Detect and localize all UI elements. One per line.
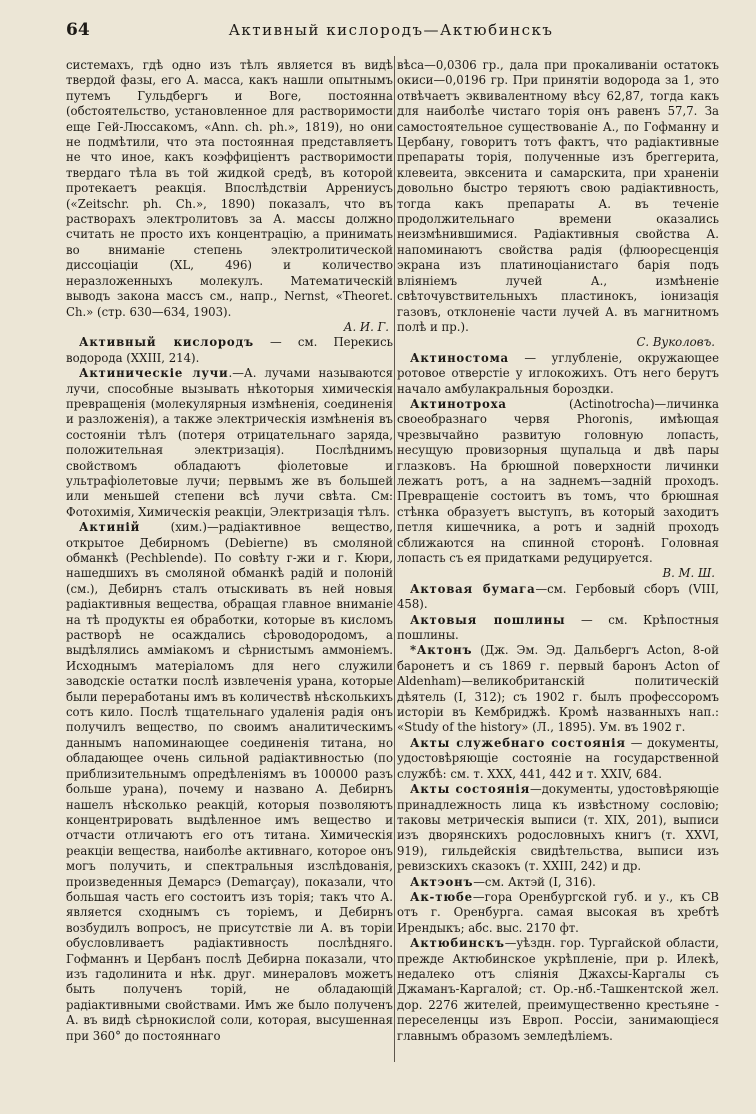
article-text: (Дж. Эм. Эд. Дальбергъ Acton, 8-ой баронетъ и съ 1869 г. первый баронъ Acton of Aldenham)—великобританскій политическій дѣятель (I, 312); съ 1902 г. былъ профессоромъ исторіи въ Кембриджѣ. Кромѣ названныхъ нап.: «Study of the history» (Л., 1895). Ум. въ 1902 г. <box>397 643 719 735</box>
page-number: 64 <box>66 20 90 40</box>
article-headword: Актюбинскъ <box>410 936 505 951</box>
article-headword: Актиностома <box>410 350 509 365</box>
author-signature: В. М. Ш. <box>662 566 715 581</box>
article-headword: Актиническіе лучи <box>79 366 229 381</box>
right-column <box>397 58 719 1044</box>
article-text: .—А. лучами называются лучи, способные вызывать нѣкоторыя химическія превращенія (молекулярныя измѣненія, соединенія и разложенія), а также электрическія измѣненія въ состояніи тѣлъ (потеря отрицательнаго заряда, положительная электризація). Послѣднимъ свойствомъ обладаютъ фіолетовые и ультрафіолетовые лучи; первымъ же въ большей или меньшей степени всѣ лучи свѣта. См: Фотохимія, Химическія реакціи, Электризація тѣлъ. <box>66 366 393 519</box>
article-entry <box>397 58 719 335</box>
article-headword: Акты служебнаго состоянія <box>410 735 626 750</box>
article-entry <box>397 936 719 1044</box>
article-headword: Ак-тюбе <box>410 889 473 904</box>
article-text: — документы, удостовѣряющіе состояніе на государственной службѣ: см. т. XXX, 441, 442 и т. XXIV, 684. <box>397 735 719 781</box>
article-text: — см. Перекись водорода (XXIII, 214). <box>66 335 393 365</box>
article-entry <box>397 736 719 782</box>
article-text: —уѣздн. гор. Тургайской области, прежде Актюбинское укрѣпленіе, при р. Илекѣ, недалеко отъ слiянія Джахсы-Каргалы съ Джаманъ-Каргалой; ст. Ор.-нб.-Ташкентской жел. дор. 2276 жителей, преимущественно крестьяне - переселенцы изъ Европ. Россіи, занимающіеся главнымъ образомъ земледѣліемъ. <box>397 936 719 1043</box>
article-headword: *Актонъ <box>410 643 473 658</box>
article-text: —гора Оренбургской губ. и у., къ СВ отъ г. Оренбурга. самая высокая въ хребтѣ Ирендыкъ; абс. выс. 2170 фт. <box>397 889 719 935</box>
article-headword: Активный кислородъ <box>79 335 254 350</box>
article-text: — см. Крѣпостныя пошлины. <box>397 612 719 643</box>
running-title: Активный кислородъ—Актюбинскъ <box>228 21 554 39</box>
article-headword: Акты состоянія <box>410 782 531 797</box>
left-column <box>66 58 393 1044</box>
article-entry <box>66 520 393 1044</box>
article-text: (хим.)—радіактивное вещество, открытое Дебирномъ (Debierne) въ смоляной обманкѣ (Pechblende). По совѣту г-жи и г. Кюри, нашедшихъ въ смоляной обманкѣ радій и полоній (см.), Дебирнъ сталъ отыскивать въ ней новыя радіактивныя вещества, обращая главное вниманіе на тѣ продукты ея обработки, которые въ кисломъ растворѣ не осаждались сѣроводородомъ, а выдѣлялись амміакомъ и сѣрнистымъ аммоніемъ. Исходнымъ матеріаломъ для него служили заводскіе остатки послѣ извлеченія урана, которые были переработаны имъ въ количествѣ нѣсколькихъ сотъ кило. Послѣ тщательнаго удаленія радія онъ получилъ вещество, по своимъ аналитическимъ даннымъ напоминающее соединенія титана, но обладающее очень сильной радіактивностью (по приблизительнымъ опредѣленіямъ въ 100000 разъ больше урана), почему и названо А. Дебирнъ нашелъ нѣсколько реакцій, которыя позволяютъ концентрировать выдѣленное имъ вещество и отчасти отличаютъ его отъ титана. Химическія реакціи вещества, наиболѣе активнаго, которое онъ могъ получить, и спектральныя изслѣдованія, произведенныя Демарсэ (Demarçay), показали, что большая часть его состоитъ изъ торія; такъ что А. является сходнымъ съ торіемъ, и Дебирнъ возбудилъ вопросъ, не присутствіе ли А. въ торіи обусловливаетъ радіактивность послѣдняго. Гофманнъ и Цербанъ послѣ Дебирна показали, что изъ гадолинита и нѣк. друг. минераловъ можетъ быть полученъ торій, не обладающій радіактивными свойствами. Имъ же было полученъ А. въ видѣ сѣрнокислой соли, которая, высушенная при 360° до постояннаго <box>66 520 393 1043</box>
article-entry <box>397 890 719 936</box>
article-entry <box>397 782 719 874</box>
article-headword: Актэонъ <box>410 874 474 889</box>
article-headword: Актовая бумага <box>410 581 536 596</box>
article-headword: Актиній <box>79 520 141 535</box>
article-entry <box>397 613 719 644</box>
article-text: (Actinotrocha)—личинка своеобразнаго червя Phoronis, имѣющая чрезвычайно развитую головную лопасть, несущую провизорныя щупальца и двѣ пары глазковъ. На брюшной поверхности личинки лежатъ ротъ, а на заднемъ—задній проходъ. Превращеніе состоитъ въ томъ, что брюшная стѣнка образуетъ выступъ, въ который заходитъ петля кишечника, а ротъ и задній проходъ сближаются на спинной сторонѣ. Головная лопасть съ ея придатками редуцируется. <box>397 396 719 565</box>
page-header <box>66 20 716 44</box>
author-signature: А. И. Г. <box>343 319 389 334</box>
author-signature: С. Вуколовъ. <box>636 335 715 350</box>
article-entry <box>397 643 719 735</box>
article-entry <box>397 351 719 397</box>
article-entry <box>397 875 719 890</box>
column-divider <box>394 56 395 1062</box>
article-text: — углубленіе, окружающее ротовое отверстіе у иглокожихъ. Отъ него берутъ начало амбулакральныя бороздки. <box>397 350 719 396</box>
article-entry <box>66 366 393 520</box>
article-text: —документы, удостовѣряющіе принадлежность лица къ извѣстному сословію; таковы метрическія выписи (т. XIX, 201), выписи изъ дворянскихъ родословныхъ книгъ (т. XXVI, 919), гильдейскія свидѣтельства, выписи изъ ревизскихъ сказокъ (т. XXIII, 242) и др. <box>397 782 720 874</box>
article-entry <box>397 397 719 566</box>
article-entry <box>66 335 393 366</box>
article-text: вѣса—0,0306 гр., дала при прокаливаніи остатокъ окиси—0,0196 гр. При принятіи водорода за 1, это отвѣчаетъ эквивалентному вѣсу 62,87, тогда какъ для наиболѣе чистаго торія онъ равенъ 57,7. За самостоятельное существованіе А., по Гофманну и Цербану, говоритъ тотъ фактъ, что радіактивные препараты торія, полученные изъ бреггерита, клевеита, эвксенита и самарскита, при храненіи довольно быстро теряютъ свою радіактивность, тогда какъ препараты А. въ теченіе продолжительнаго времени оказались неизмѣнившимися. Радіактивныя свойства А. напоминаютъ свойства радія (флюоресценція экрана изъ платиноціанистаго барія подъ вліяніемъ лучей А., измѣненіе свѣточувствительныхъ пластинокъ, іонизація газовъ, отклоненіе части лучей А. въ магнитномъ полѣ и пр.). <box>397 58 719 334</box>
article-entry <box>397 582 719 613</box>
article-headword: Актинотроха <box>410 396 507 411</box>
article-text: —см. Актэй (I, 316). <box>473 874 596 889</box>
article-entry <box>66 58 393 320</box>
article-headword: Актовыя пошлины <box>410 612 566 627</box>
article-text: —см. Гербовый сборъ (VIII, 458). <box>397 581 719 612</box>
article-text: системахъ, гдѣ одно изъ тѣлъ является въ видѣ твердой фазы, его А. масса, какъ нашли опытнымъ путемъ Гульдбергъ и Воге, постоянна (обстоятельство, установленное для растворимости еще Гей-Люссакомъ, «Ann. ch. ph.», 1819), но они не подмѣтили, что эта постоянная представляетъ не что иное, какъ коэффиціентъ растворимости твердаго тѣла въ той жидкой средѣ, въ которой протекаетъ реакція. Впослѣдствіи Аррениусъ («Zeitschr. ph. Ch.», 1890) показалъ, что въ растворахъ электролитовъ за А. массы должно считать не просто ихъ концентрацію, а принимать во вниманіе степень электролитической диссоціаціи (XL, 496) и количество неразложенныхъ молекулъ. Математическій выводъ закона массъ см., напр., Nernst, «Theoret. Ch.» (стр. 630—634, 1903). <box>66 58 393 319</box>
